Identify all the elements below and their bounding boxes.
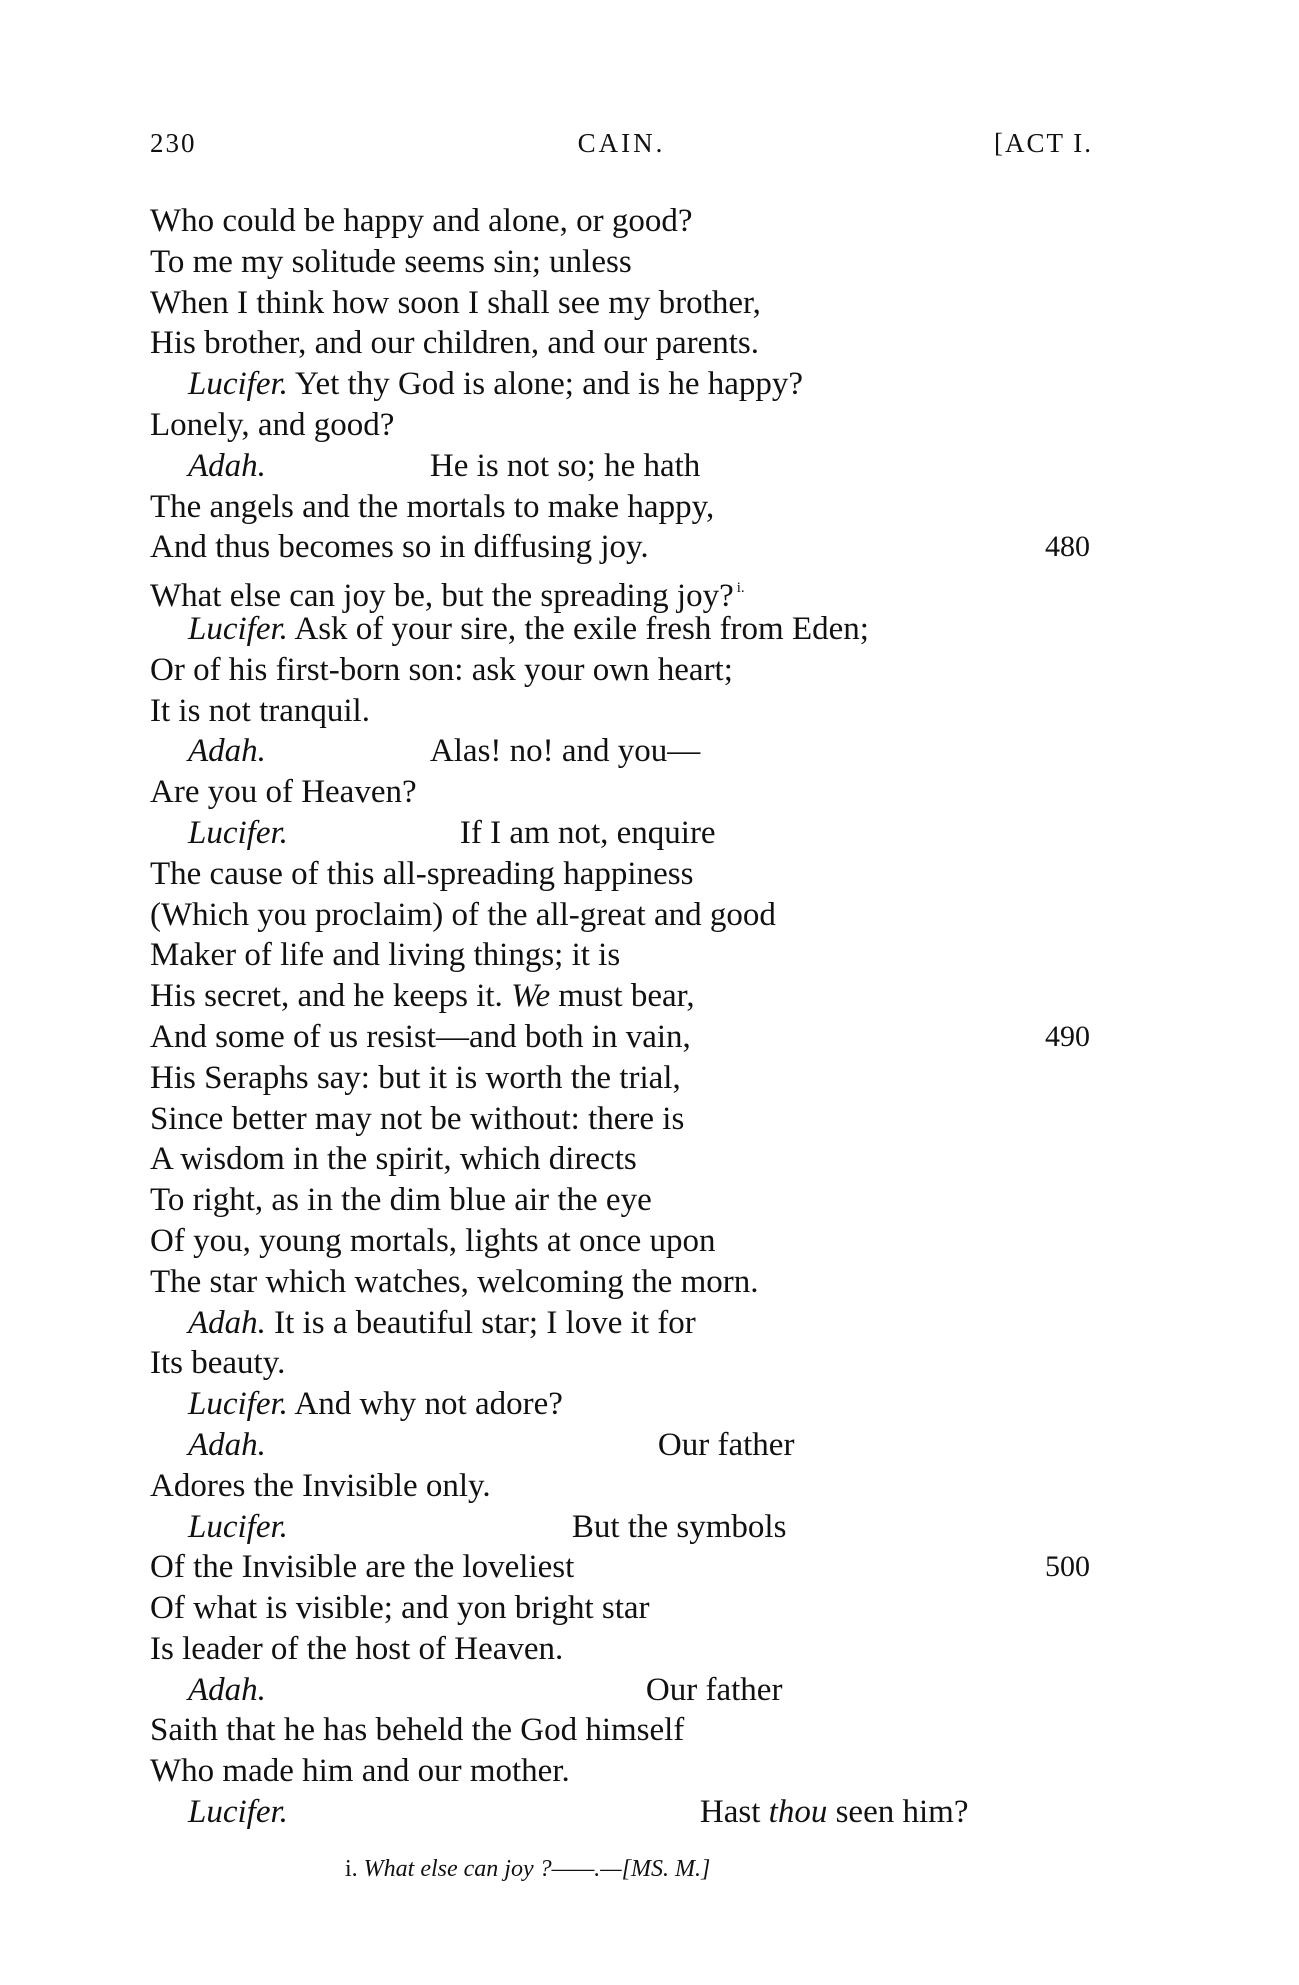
line-text: It is a beautiful star; I love it for [274, 1304, 696, 1341]
line-text: His Seraphs say: but it is worth the trial, [150, 1059, 681, 1096]
verse-line [150, 1180, 1090, 1221]
line-text: Alas! no! and you— [429, 733, 701, 770]
line-text: What else can joy be, but the spreading joy? [150, 578, 734, 615]
verse-line [150, 813, 1090, 854]
line-text: A wisdom in the spirit, which directs [150, 1141, 637, 1178]
verse-line [150, 1017, 1090, 1058]
line-text: seen him? [835, 1794, 969, 1831]
line-text: Since better may not be without: there is [150, 1100, 685, 1137]
verse-line [150, 691, 1090, 732]
line-text: Its beauty. [150, 1345, 286, 1382]
line-text: Lonely, and good? [150, 406, 395, 443]
verse-line [150, 1751, 1090, 1792]
verse-line [150, 1466, 1090, 1507]
line-text: Who could be happy and alone, or good? [150, 203, 693, 239]
verse-line [150, 446, 1090, 487]
line-text: Saith that he has beheld the God himself [150, 1712, 685, 1749]
verse-line [150, 1058, 1090, 1099]
line-text: Our father [657, 1426, 795, 1463]
speaker-name: Adah. [188, 1426, 266, 1463]
verse-line [150, 1629, 1090, 1670]
verse-line [150, 1710, 1090, 1751]
verse-line [150, 283, 1090, 324]
verse-line [150, 1670, 1090, 1711]
verse-line [150, 650, 1090, 691]
line-number: 500 [1045, 1550, 1090, 1584]
line-text: Hast [699, 1794, 761, 1831]
line-text: Maker of life and living things; it is [150, 937, 621, 974]
line-text: Adores the Invisible only. [150, 1467, 491, 1504]
verse-line [150, 772, 1090, 813]
verse-line [150, 935, 1090, 976]
line-number: 480 [1045, 530, 1090, 564]
verse-line [150, 1221, 1090, 1262]
footnote-source: —[MS. M.] [600, 1856, 711, 1882]
verse-line [150, 323, 1090, 364]
verse-line [150, 487, 1090, 528]
line-text: must bear, [558, 978, 695, 1015]
verse-line [150, 1384, 1090, 1425]
verse-line [150, 1507, 1090, 1548]
emphasized-word: thou [768, 1794, 828, 1831]
speaker-name: Adah. [188, 447, 266, 484]
verse-line [150, 1547, 1090, 1588]
line-text: The angels and the mortals to make happy, [150, 488, 715, 525]
speaker-name: Lucifer. [188, 814, 288, 851]
line-text: The star which watches, welcoming the morn. [150, 1263, 759, 1300]
speaker-name: Lucifer. [188, 1794, 288, 1831]
verse-line [150, 609, 1090, 650]
line-text: Are you of Heaven? [150, 774, 417, 811]
verse-line [150, 1425, 1090, 1466]
verse-line [150, 201, 1090, 242]
line-text: Ask of your sire, the exile fresh from Eden; [294, 610, 869, 647]
verse-line [150, 364, 1090, 405]
speaker-name: Adah. [188, 1671, 266, 1708]
line-text: And why not adore? [294, 1386, 563, 1423]
verse-line [150, 1099, 1090, 1140]
line-text: Is leader of the host of Heaven. [150, 1630, 564, 1667]
line-text: His secret, and he keeps it. [150, 978, 503, 1015]
line-text: (Which you proclaim) of the all-great and good [150, 896, 776, 933]
line-number: 490 [1045, 1019, 1090, 1053]
line-text: To right, as in the dim blue air the eye [150, 1182, 652, 1219]
emphasized-word: We [511, 978, 551, 1015]
verse-text [150, 201, 1090, 1833]
speaker-name: Adah. [188, 1304, 266, 1341]
footnote [345, 1856, 710, 1883]
verse-line [150, 854, 1090, 895]
verse-line [150, 568, 1090, 615]
line-text: To me my solitude seems sin; unless [150, 243, 632, 280]
speaker-name: Lucifer. [188, 610, 288, 647]
line-text: If I am not, enquire [459, 814, 716, 851]
line-text: The cause of this all-spreading happiness [150, 855, 694, 892]
line-text: Or of his first-born son: ask your own heart; [150, 651, 733, 688]
verse-line [150, 895, 1090, 936]
page-number: 230 [150, 128, 197, 158]
speaker-name: Lucifer. [188, 366, 288, 403]
verse-line [150, 1262, 1090, 1303]
line-text: But the symbols [571, 1508, 787, 1545]
line-text: Our father [645, 1671, 783, 1708]
line-text: When I think how soon I shall see my brother, [150, 284, 761, 321]
verse-line [150, 1139, 1090, 1180]
speaker-name: Adah. [188, 733, 266, 770]
speaker-name: Lucifer. [188, 1386, 288, 1423]
verse-line [150, 405, 1090, 446]
verse-line [150, 1792, 1090, 1833]
speaker-name: Lucifer. [188, 1508, 288, 1545]
verse-line [150, 1343, 1090, 1384]
verse-line [150, 1303, 1090, 1344]
verse-line [150, 976, 1090, 1017]
verse-line [150, 731, 1090, 772]
act-label: [ACT I. [994, 128, 1093, 158]
line-text: Yet thy God is alone; and is he happy? [294, 366, 804, 403]
line-text: Of what is visible; and yon bright star [150, 1590, 650, 1627]
footnote-marker: i. [345, 1856, 358, 1882]
verse-line [150, 242, 1090, 283]
line-text: And some of us resist—and both in vain, [150, 1018, 691, 1055]
line-text: It is not tranquil. [150, 692, 370, 729]
line-text: Who made him and our mother. [150, 1753, 570, 1790]
footnote-reference: i. [736, 580, 745, 597]
line-text: Of you, young mortals, lights at once upon [150, 1222, 716, 1259]
line-text: Of the Invisible are the loveliest [150, 1549, 575, 1586]
line-text: He is not so; he hath [429, 447, 701, 484]
verse-line [150, 1588, 1090, 1629]
running-title: CAIN. [577, 128, 666, 158]
verse-line [150, 527, 1090, 568]
line-text: His brother, and our children, and our parents. [150, 325, 760, 362]
line-text: And thus becomes so in diffusing joy. [150, 529, 649, 566]
running-header [150, 128, 1093, 172]
footnote-quote: What else can joy ?——. [363, 1856, 601, 1882]
